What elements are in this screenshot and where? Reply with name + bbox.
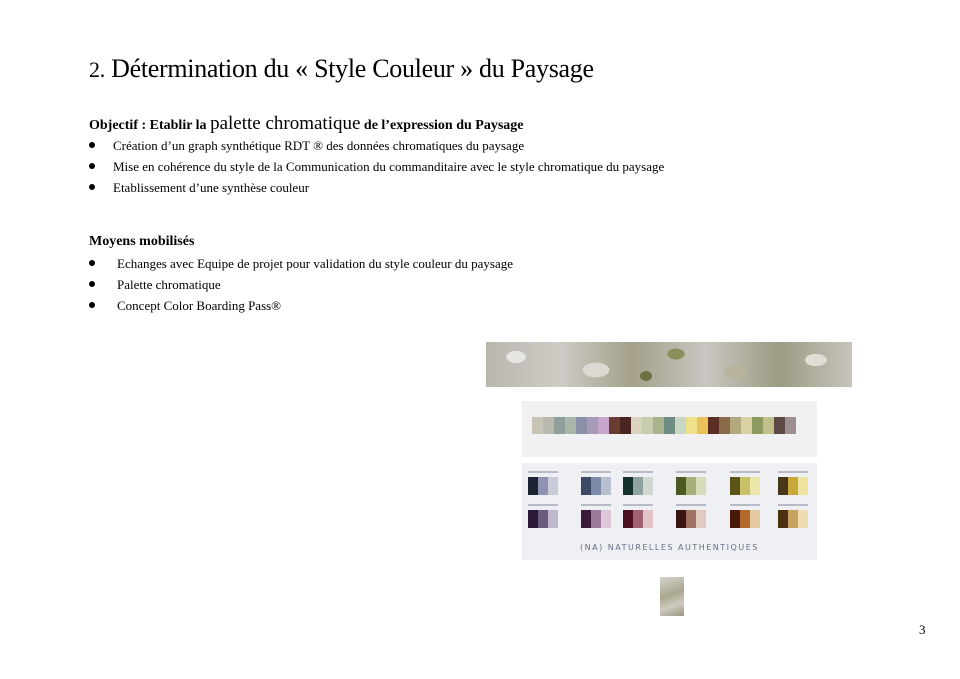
bullet-icon <box>89 281 95 287</box>
palette-swatch <box>741 417 752 434</box>
swatch-chip <box>528 510 558 528</box>
swatch-chip-label <box>778 504 808 506</box>
swatch-chip <box>676 477 706 495</box>
thumbnail-image <box>660 577 684 616</box>
palette-swatch <box>587 417 598 434</box>
swatch-chip <box>778 510 808 528</box>
swatch-chip <box>581 510 611 528</box>
moyens-heading: Moyens mobilisés <box>89 234 195 249</box>
palette-swatch <box>554 417 565 434</box>
list-item-text: Palette chromatique <box>117 277 221 292</box>
palette-swatch <box>532 417 543 434</box>
bullet-icon <box>89 184 95 190</box>
palette-swatch <box>675 417 686 434</box>
page-number: 3 <box>919 622 926 637</box>
palette-swatch <box>653 417 664 434</box>
list-item-text: Etablissement d’une synthèse couleur <box>113 180 310 195</box>
swatch-chip <box>623 510 653 528</box>
swatch-chip-label <box>676 504 706 506</box>
swatch-chip <box>623 477 653 495</box>
palette-swatch <box>763 417 774 434</box>
swatch-chip-label <box>581 471 611 473</box>
swatch-chip-label <box>528 471 558 473</box>
swatch-chip <box>778 477 808 495</box>
palette-swatch <box>642 417 653 434</box>
objectif-heading <box>89 113 524 135</box>
swatch-chip-label <box>778 471 808 473</box>
swatch-chip <box>528 477 558 495</box>
palette-swatch-row <box>532 417 796 434</box>
palette-swatch <box>565 417 576 434</box>
swatch-chip-label <box>730 471 760 473</box>
swatch-chip-label <box>730 504 760 506</box>
color-boarding-pass-image <box>522 463 817 560</box>
swatch-chip <box>676 510 706 528</box>
section-number: 2. <box>89 57 105 82</box>
palette-swatch <box>686 417 697 434</box>
palette-swatch <box>576 417 587 434</box>
palette-swatch <box>664 417 675 434</box>
swatch-chip-label <box>623 504 653 506</box>
objectif-suffix: de l’expression du Paysage <box>360 118 524 133</box>
chromatic-palette-image <box>522 401 817 457</box>
list-item-text: Création d’un graph synthétique RDT ® des données chromatiques du paysage <box>113 138 525 153</box>
list-item-text: Mise en cohérence du style de la Communication du commanditaire avec le style chromatique du paysage <box>113 159 665 174</box>
swatch-chip <box>730 510 760 528</box>
landscape-photo <box>486 342 852 387</box>
title-text: Détermination du « Style Couleur » du Paysage <box>111 54 594 83</box>
palette-swatch <box>785 417 796 434</box>
list-item-text: Echanges avec Equipe de projet pour validation du style couleur du paysage <box>117 256 514 271</box>
palette-swatch <box>774 417 785 434</box>
palette-swatch <box>697 417 708 434</box>
board-caption: (NA) NATURELLES AUTHENTIQUES <box>580 543 759 552</box>
swatch-chip-label <box>676 471 706 473</box>
palette-swatch <box>543 417 554 434</box>
palette-swatch <box>719 417 730 434</box>
swatch-chip-label <box>581 504 611 506</box>
swatch-chip-label <box>528 504 558 506</box>
bullet-icon <box>89 302 95 308</box>
palette-swatch <box>609 417 620 434</box>
palette-swatch <box>620 417 631 434</box>
swatch-chip-label <box>623 471 653 473</box>
page-title <box>89 54 594 84</box>
objectif-highlight: palette chromatique <box>210 113 361 134</box>
bullet-icon <box>89 163 95 169</box>
swatch-chip <box>730 477 760 495</box>
palette-swatch <box>730 417 741 434</box>
objectif-prefix: Objectif : Etablir la <box>89 118 211 133</box>
palette-swatch <box>598 417 609 434</box>
bullet-icon <box>89 142 95 148</box>
palette-swatch <box>631 417 642 434</box>
bullet-icon <box>89 260 95 266</box>
palette-swatch <box>708 417 719 434</box>
list-item-text: Concept Color Boarding Pass® <box>117 298 282 313</box>
swatch-chip <box>581 477 611 495</box>
palette-swatch <box>752 417 763 434</box>
